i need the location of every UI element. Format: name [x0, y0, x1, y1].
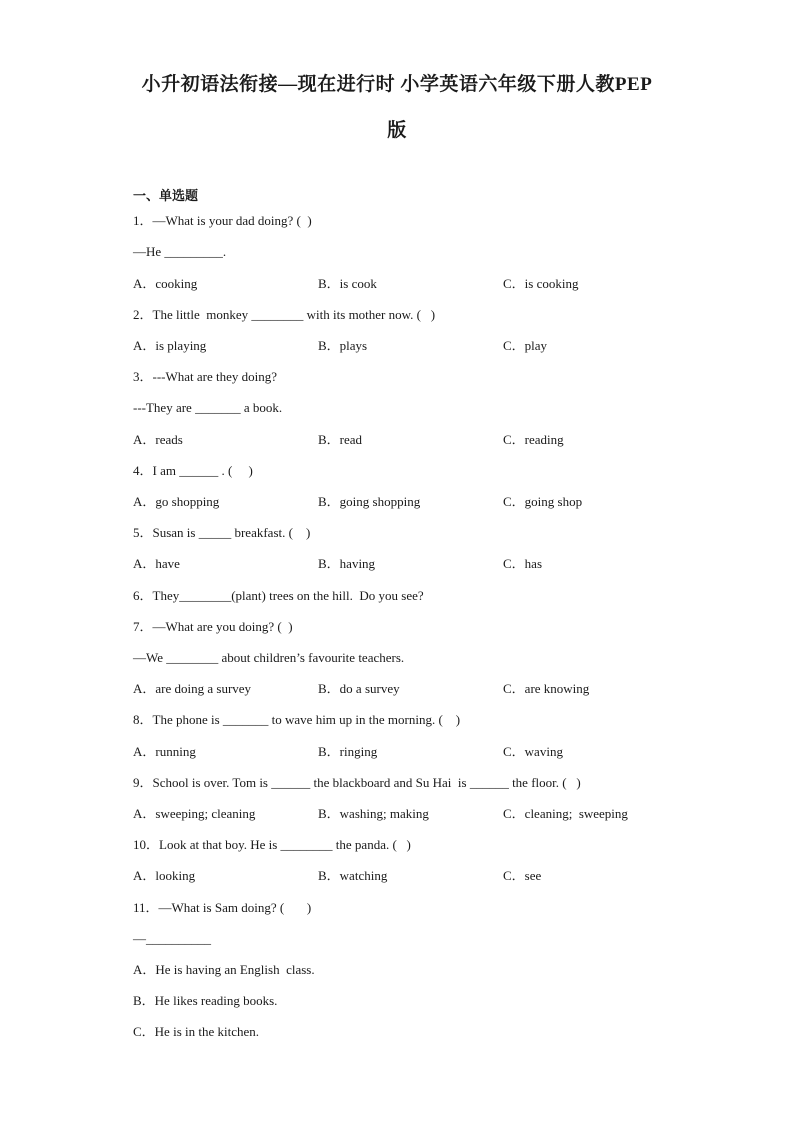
document-title — [60, 62, 734, 154]
question-8-option-b: B．ringing — [318, 744, 378, 759]
question-5-option-a: A．have — [133, 556, 180, 571]
question-7-option-c: C．are knowing — [503, 681, 590, 696]
question-9-option-a: A．sweeping; cleaning — [133, 806, 256, 821]
question-3-option-a: A．reads — [133, 432, 183, 447]
question-9-option-c: C．cleaning; sweeping — [503, 806, 628, 821]
question-1-option-b: B．is cook — [318, 276, 377, 291]
question-3-option-b: B．read — [318, 432, 363, 447]
question-2-option-a: A．is playing — [133, 338, 207, 353]
question-3: 3．---What are they doing? — [133, 369, 278, 384]
question-7-option-b: B．do a survey — [318, 681, 400, 696]
question-7-stem: —We ________ about children’s favourite teachers. — [133, 650, 405, 665]
question-10-option-b: B．watching — [318, 868, 388, 883]
question-11-option-a: A．He is having an English class. — [133, 962, 315, 977]
question-4-option-c: C．going shop — [503, 494, 583, 509]
question-9: 9．School is over. Tom is ______ the blackboard and Su Hai is ______ the floor. ( ) — [133, 775, 581, 790]
question-11-option-b: B．He likes reading books. — [133, 993, 278, 1008]
question-2-option-b: B．plays — [318, 338, 368, 353]
question-3-stem: ---They are _______ a book. — [133, 400, 283, 415]
question-2-option-c: C．play — [503, 338, 548, 353]
question-8-option-c: C．waving — [503, 744, 563, 759]
question-1-option-a: A．cooking — [133, 276, 198, 291]
question-7-option-a: A．are doing a survey — [133, 681, 252, 696]
question-2: 2．The little monkey ________ with its mother now. ( ) — [133, 307, 436, 322]
title-line-1: 小升初语法衔接—现在进行时 小学英语六年级下册人教PEP — [141, 74, 653, 95]
question-5-option-b: B．having — [318, 556, 376, 571]
question-1-stem: —He _________. — [133, 244, 227, 259]
question-10-option-c: C．see — [503, 868, 542, 883]
question-5: 5．Susan is _____ breakfast. ( ) — [133, 525, 311, 540]
question-9-option-b: B．washing; making — [318, 806, 429, 821]
question-1-option-c: C．is cooking — [503, 276, 579, 291]
question-3-option-c: C．reading — [503, 432, 564, 447]
question-4-option-a: A．go shopping — [133, 494, 220, 509]
question-5-option-c: C．has — [503, 556, 543, 571]
question-11: 11．—What is Sam doing? ( ) — [133, 900, 312, 915]
question-4: 4．I am ______ . ( ) — [133, 463, 253, 478]
question-8-option-a: A．running — [133, 744, 196, 759]
question-11-stem: —__________ — [133, 931, 211, 946]
question-10-option-a: A．looking — [133, 868, 196, 883]
question-11-option-c: C．He is in the kitchen. — [133, 1024, 260, 1039]
question-6: 6．They________(plant) trees on the hill. Do you see? — [133, 588, 424, 603]
question-4-option-b: B．going shopping — [318, 494, 421, 509]
section-heading: 一、单选题 — [133, 188, 199, 203]
question-7: 7．—What are you doing? ( ) — [133, 619, 293, 634]
question-10: 10．Look at that boy. He is ________ the panda. ( ) — [133, 837, 411, 852]
title-line-2: 版 — [387, 120, 407, 141]
question-8: 8．The phone is _______ to wave him up in the morning. ( ) — [133, 712, 461, 727]
question-1: 1．—What is your dad doing? ( ) — [133, 213, 312, 228]
